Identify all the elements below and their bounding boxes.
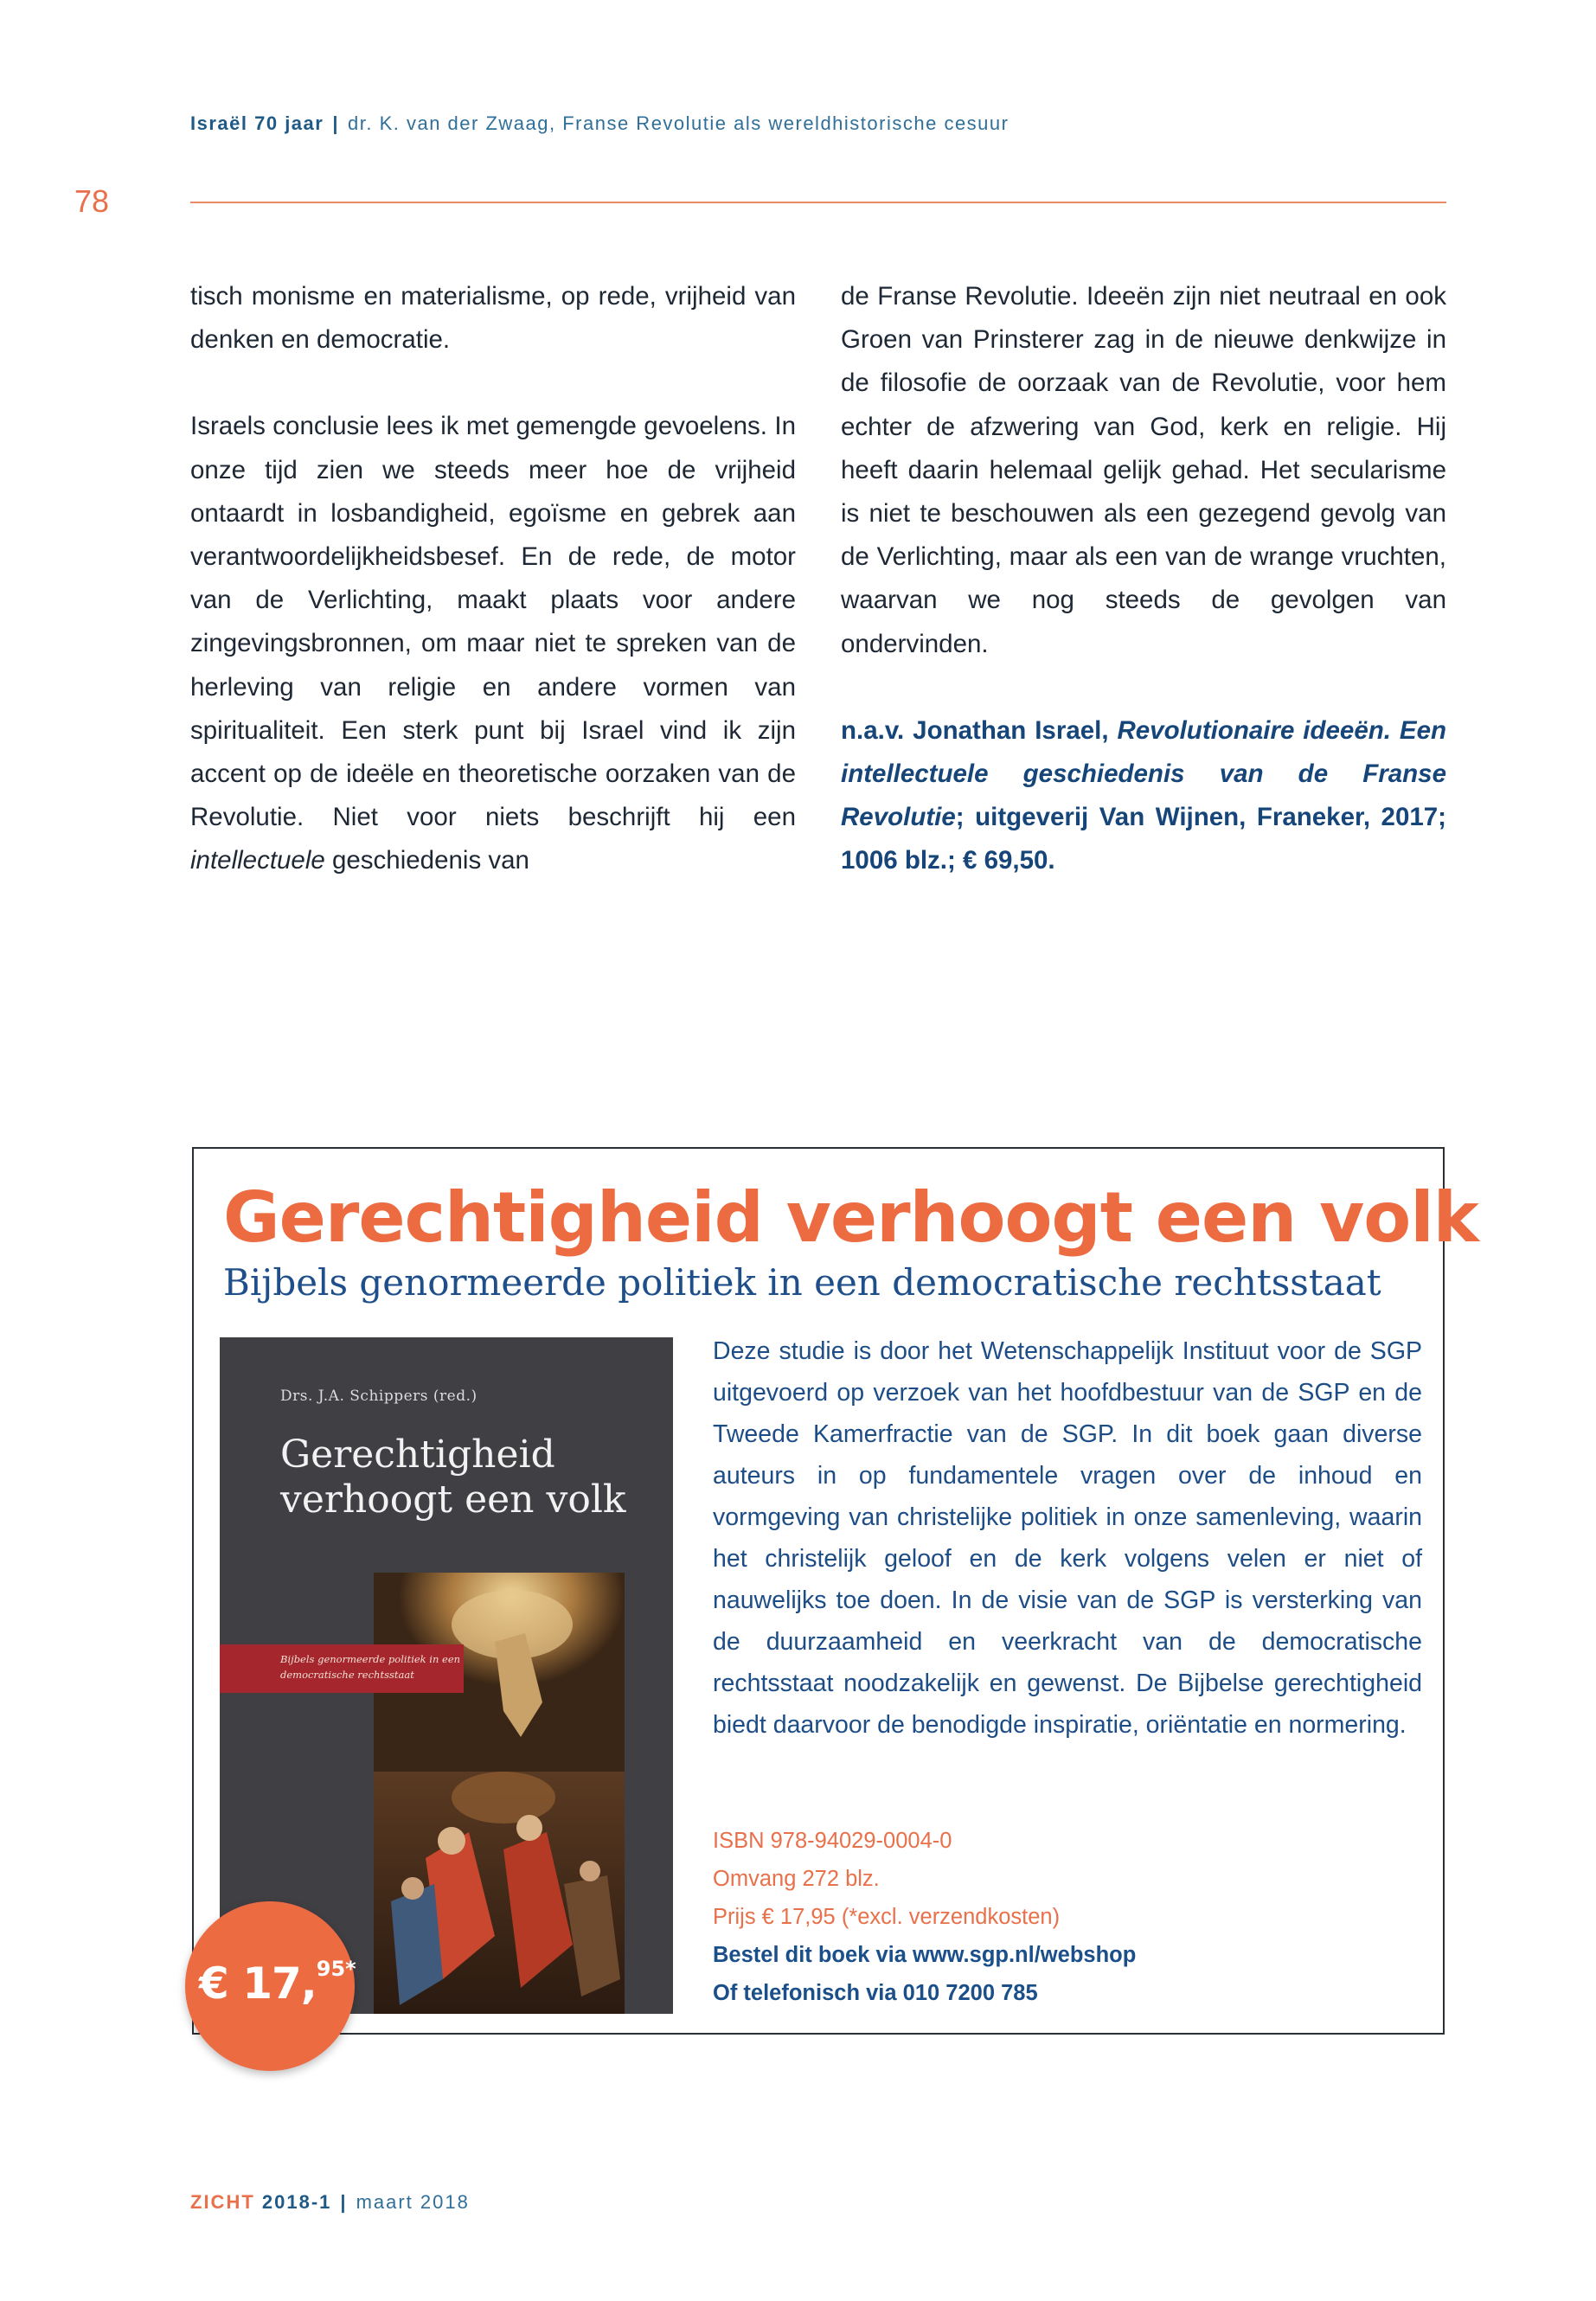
book-advertisement — [192, 1147, 1478, 2035]
book-cover-title: Gerechtigheid verhoogt een volk — [280, 1433, 626, 1522]
book-citation — [841, 709, 1446, 883]
book-cover-ribbon-text: Bijbels genormeerde politiek in een democratische rechtsstaat — [280, 1653, 461, 1681]
footer-separator: | — [340, 2191, 348, 2213]
article-paragraph: tisch monisme en materialisme, op rede, vrijheid van denken en democratie. — [190, 282, 796, 355]
ad-title: Gerechtigheid verhoogt een volk — [223, 1177, 1478, 1258]
header-separator: | — [332, 112, 339, 134]
footer-brand: ZICHT — [190, 2191, 255, 2213]
citation-prefix: n.a.v. Jonathan Israel, — [841, 715, 1118, 745]
header-subtitle: dr. K. van der Zwaag, Franse Revolutie als wereldhistorische cesuur — [348, 112, 1010, 134]
ad-subtitle: Bijbels genormeerde politiek in een democratische rechtsstaat — [223, 1261, 1381, 1304]
article-column-right — [841, 275, 1446, 883]
price-cents: 95* — [316, 1957, 356, 1981]
book-cover-ribbon — [220, 1644, 464, 1693]
ad-order-phone[interactable]: Of telefonisch via 010 7200 785 — [713, 1981, 1038, 2005]
page-number: 78 — [74, 183, 110, 219]
ad-omvang: Omvang 272 blz. — [713, 1867, 880, 1891]
footer-issue: 2018-1 — [261, 2191, 332, 2213]
book-cover — [199, 1337, 673, 2014]
article-text: geschiedenis van — [324, 846, 529, 875]
footer-date: maart 2018 — [356, 2191, 470, 2213]
article-text: Israels conclusie lees ik met gemengde gevoelens. In onze tijd zien we steeds meer hoe de vrijheid ontaardt in losbandigheid, egoïsme en gebrek aan verantwoordelijkheidsbesef. En de rede, de motor van de Verlichting, maakt plaats voor andere zingevingsbronnen, om maar niet te spreken van de herleving van religie en andere vormen van spiritualiteit. Een sterk punt bij Israel vind ik zijn accent op de ideële en theoretische oorzaken van de Revolutie. Niet voor niets beschrijft hij een — [190, 412, 796, 832]
book-cover-painting — [374, 1573, 625, 2014]
citation-title: Revolutionaire ideeën. Een intellectuele geschiedenis van de Franse Revolutie — [841, 715, 1447, 832]
price-main: € 17, — [199, 1958, 317, 2009]
price-badge-text — [199, 1958, 356, 2009]
header-rule — [190, 202, 1446, 203]
ad-order-web[interactable]: Bestel dit boek via www.sgp.nl/webshop — [713, 1943, 1137, 1967]
article-paragraph — [190, 405, 796, 882]
price-badge — [185, 1901, 355, 2071]
article-paragraph: de Franse Revolutie. Ideeën zijn niet neutraal en ook Groen van Prinsterer zag in de nieuwe denkwijze in de filosofie de oorzaak van de Revolutie, voor hem echter de afzwering van God, kerk en religie. Hij heeft daarin helemaal gelijk gehad. Het secularisme is niet te beschouwen als een gezegend gevolg van de Verlichting, maar als een van de wrange vruchten, waarvan we nog steeds de gevolgen van ondervinden. — [841, 282, 1446, 658]
ad-isbn: ISBN 978-94029-0004-0 — [713, 1829, 952, 1853]
book-cover-editor: Drs. J.A. Schippers (red.) — [280, 1388, 478, 1405]
ad-details — [713, 1822, 1422, 2012]
citation-suffix: ; uitgeverij Van Wijnen, Franeker, 2017; 1006 blz.; € 69,50. — [841, 803, 1446, 875]
ad-prijs: Prijs € 17,95 (*excl. verzendkosten) — [713, 1905, 1061, 1929]
running-footer — [190, 2191, 470, 2214]
running-header — [190, 112, 1009, 135]
article-column-left — [190, 275, 796, 883]
ad-description: Deze studie is door het Wetenschappelijk Instituut voor de SGP uitgevoerd op verzoek van het hoofdbestuur van de SGP en de Tweede Kamerfractie van de SGP. In dit boek gaan diverse auteurs in op fundamentele vragen over de inhoud en vormgeving van christelijke politiek in onze samenleving, waarin het christelijk geloof en de kerk volgens velen er niet of nauwelijks toe doen. In de visie van de SGP is versterking van de duurzaamheid en veerkracht van de democratische rechtsstaat noodzakelijk en gewenst. De Bijbelse gerechtigheid biedt daarvoor de benodigde inspiratie, oriëntatie en normering. — [713, 1337, 1422, 1739]
article-italic-text: intellectuele — [190, 846, 325, 875]
header-section: Israël 70 jaar — [190, 112, 324, 134]
